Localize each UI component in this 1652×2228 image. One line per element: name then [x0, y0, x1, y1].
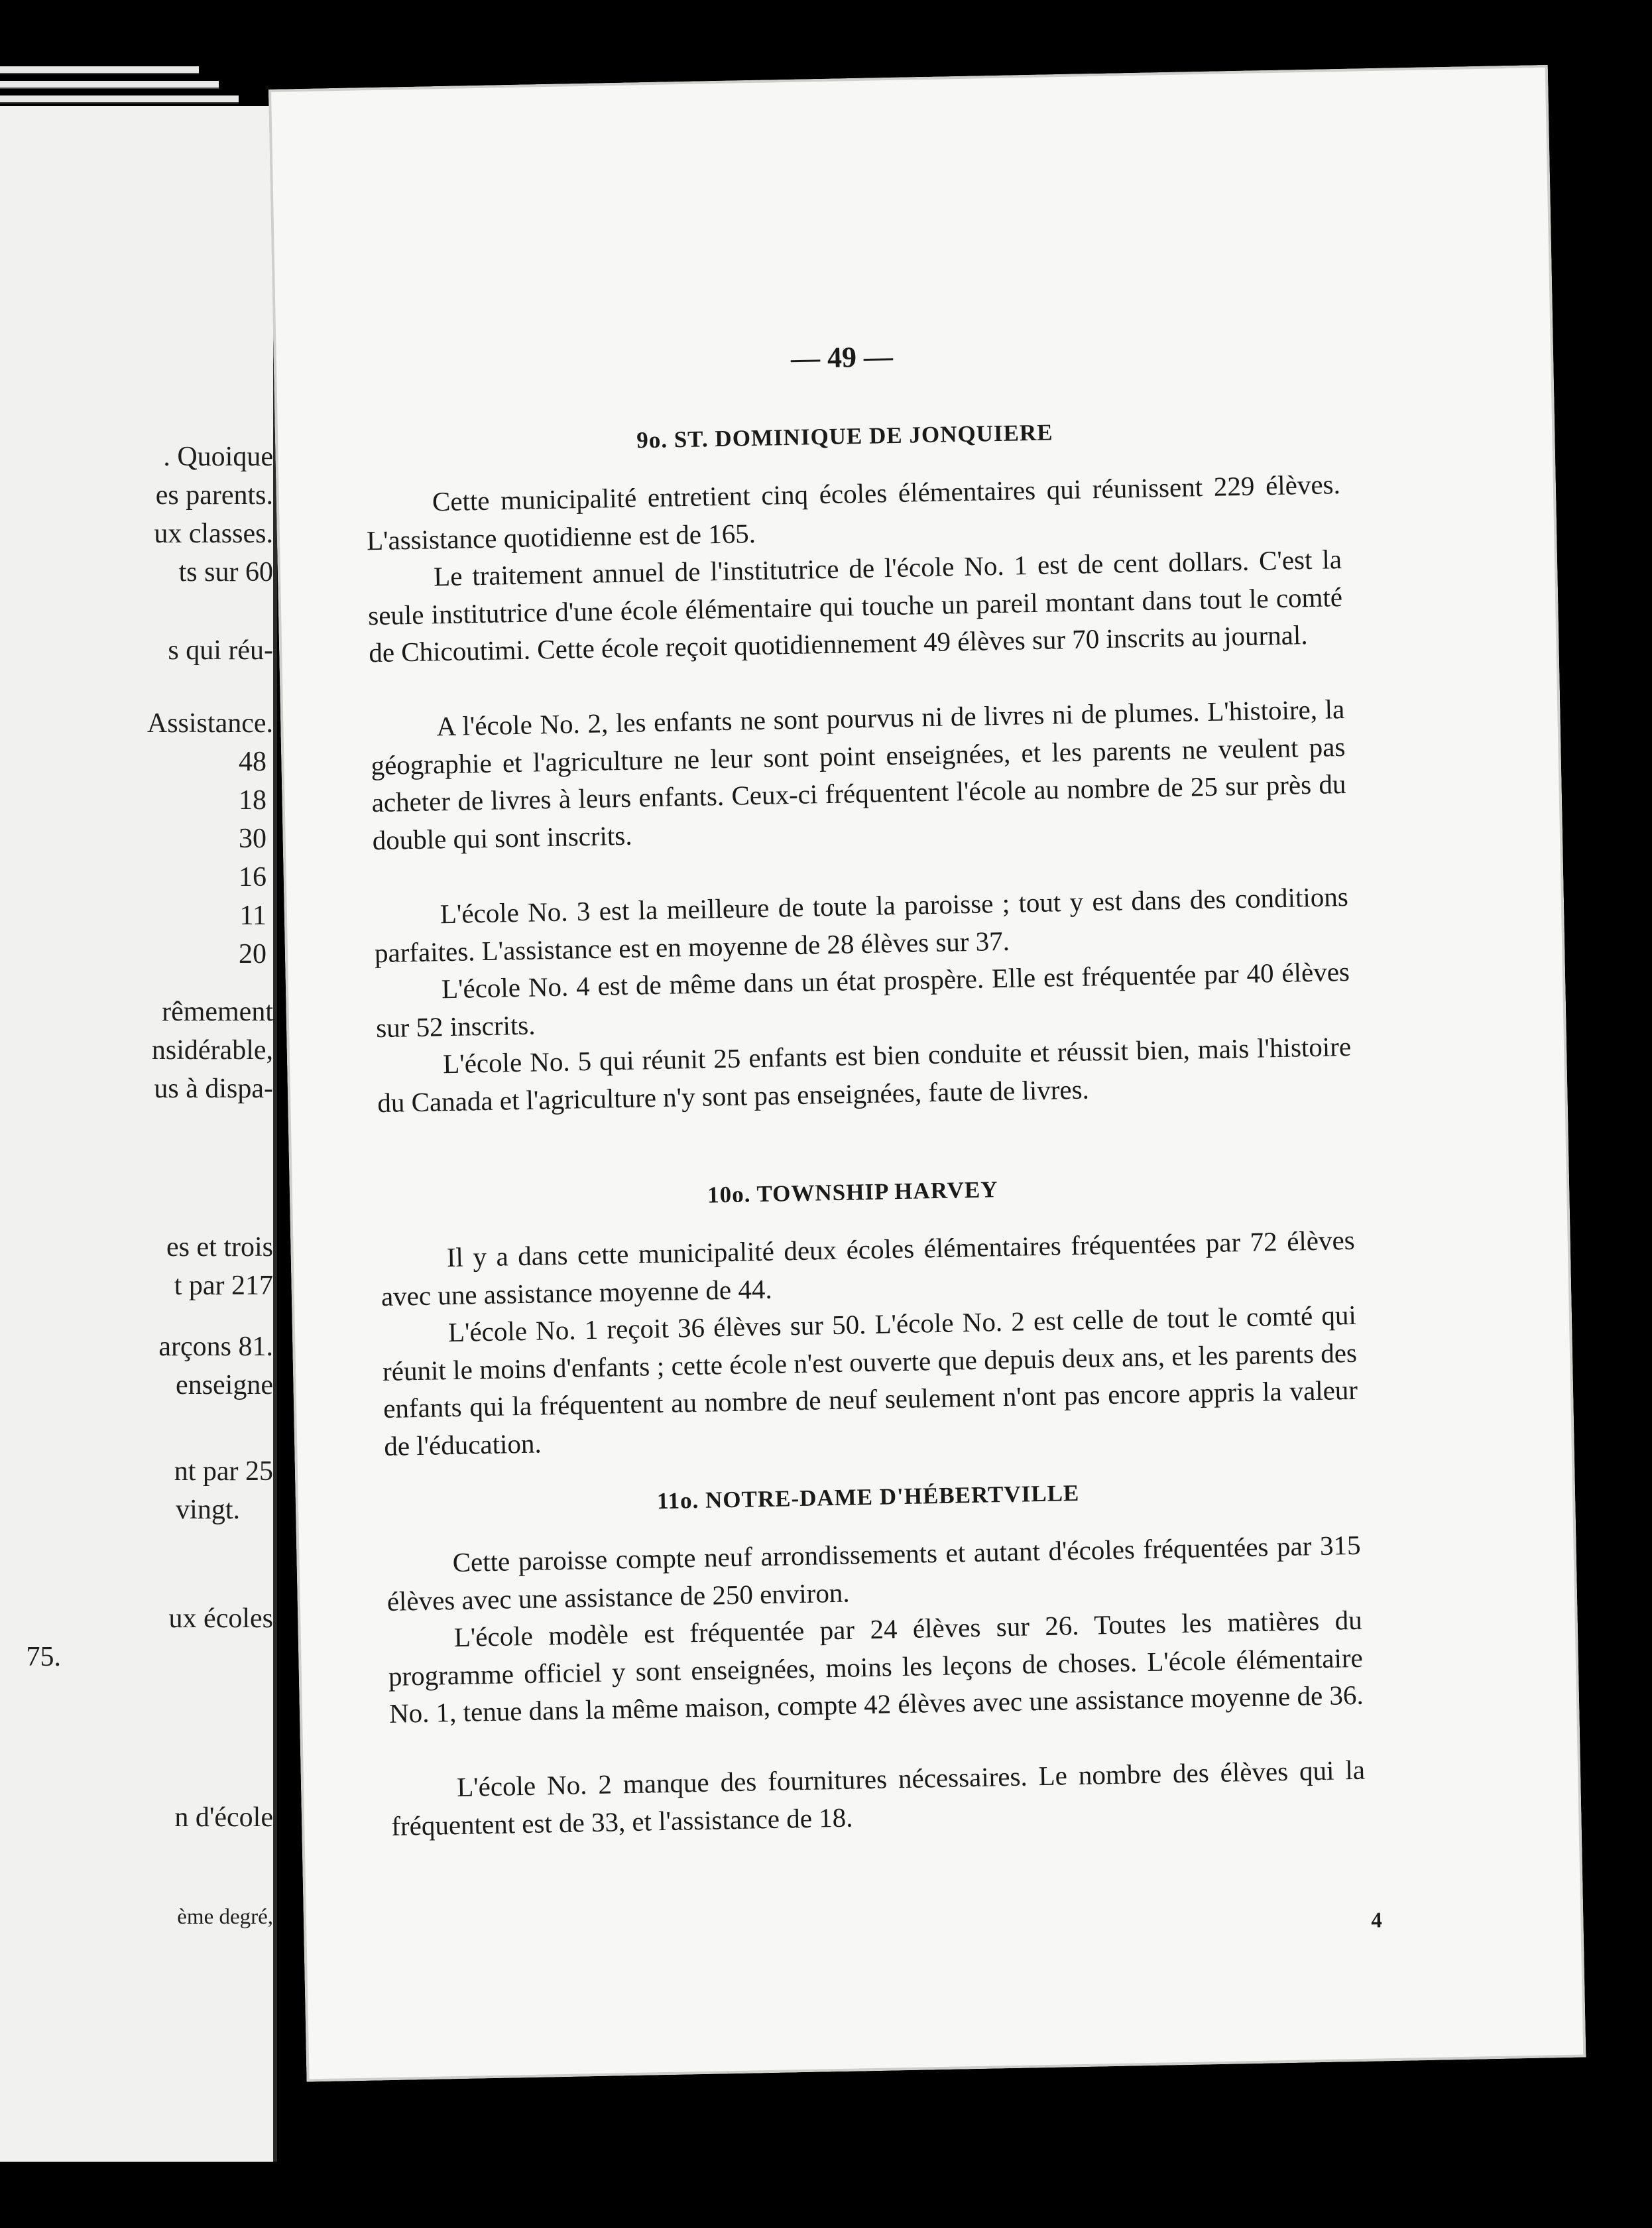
left-text-fragment: 30: [239, 824, 266, 854]
page-stack-edge: [0, 66, 199, 74]
paragraph: Cette municipalité entretient cinq écoles élémentaires qui réunissent 229 élèves. L'assistance quotidienne est de 165.: [366, 469, 1341, 556]
left-text-fragment: ux écoles: [168, 1603, 273, 1634]
left-text-fragment: t par 217: [174, 1270, 273, 1301]
left-text-fragment: Assistance.: [147, 708, 273, 739]
paragraph: A l'école No. 2, les enfants ne sont pourvus ni de livres ni de plumes. L'histoire, la géographie et l'agriculture ne leur sont point enseignées, et les parents ne veulent pas acheter de livres à leurs enfants. Ceux-ci fréquentent l'école au nombre de 25 sur près du double qui sont inscrits.: [371, 694, 1346, 855]
left-text-fragment: 18: [239, 785, 266, 816]
left-text-fragment: arçons 81.: [158, 1331, 273, 1362]
left-text-fragment: es et trois: [166, 1232, 273, 1263]
left-text-fragment: nt par 25: [174, 1456, 273, 1487]
paragraph: Le traitement annuel de l'institutrice de l'école No. 1 est de cent dollars. C'est la seule institutrice d'une école élémentaire qui touche un pareil montant dans tout le comté de Chicoutimi. Cette école reçoit quotidiennement 49 élèves sur 70 inscrits au journal.: [367, 544, 1343, 668]
left-text-fragment: nsidérable,: [151, 1035, 273, 1066]
section-heading: 11o. NOTRE-DAME D'HÉBERTVILLE: [656, 1479, 1080, 1515]
left-text-fragment: ème degré,: [177, 1905, 273, 1929]
left-text-fragment: n d'école: [174, 1802, 273, 1833]
left-text-fragment: 11: [239, 900, 266, 931]
paragraph: Cette paroisse compte neuf arrondissements et autant d'écoles fréquentées par 315 élèves avec une assistance de 250 environ.: [386, 1529, 1361, 1617]
left-text-fragment: . Quoique: [163, 442, 273, 472]
paragraph: L'école No. 3 est la meilleure de toute la paroisse ; tout y est dans des conditions parfaites. L'assistance est en moyenne de 28 élèves sur 37.: [374, 881, 1349, 968]
left-text-fragment: us à dispa-: [154, 1074, 273, 1104]
paragraph: Il y a dans cette municipalité deux écoles élémentaires fréquentées par 72 élèves avec une assistance moyenne de 44.: [381, 1224, 1356, 1312]
left-text-fragment: 75.: [26, 1642, 61, 1672]
left-text-fragment: ts sur 60: [178, 557, 273, 588]
section-heading: 9o. ST. DOMINIQUE DE JONQUIERE: [636, 419, 1053, 454]
paragraph: L'école No. 4 est de même dans un état prospère. Elle est fréquentée par 40 élèves sur 52 inscrits.: [375, 956, 1350, 1043]
left-text-fragment: vingt.: [176, 1495, 240, 1525]
left-text-fragment: 20: [239, 939, 266, 969]
page-number: — 49 —: [790, 340, 894, 375]
paragraph: L'école No. 1 reçoit 36 élèves sur 50. L'école No. 2 est celle de tout le comté qui réunit le moins d'enfants ; cette école n'est ouverte que depuis deux ans, et les parents des enfants qui la fréquentent au nombre de neuf seulement n'ont pas encore appris la valeur de l'éducation.: [382, 1299, 1358, 1461]
section-heading: 10o. TOWNSHIP HARVEY: [707, 1176, 998, 1208]
left-text-fragment: 48: [239, 747, 266, 777]
left-text-fragment: rêmement: [162, 997, 273, 1027]
main-page: [268, 65, 1586, 2081]
page-stack-edge: [0, 95, 239, 103]
left-text-fragment: s qui réu-: [168, 635, 273, 666]
signature-mark: 4: [1370, 1908, 1383, 1933]
paragraph: L'école No. 2 manque des fournitures nécessaires. Le nombre des élèves qui la fréquentent est de 33, et l'assistance de 18.: [390, 1754, 1366, 1841]
left-text-fragment: enseigne: [176, 1370, 273, 1400]
left-text-fragment: 16: [239, 862, 266, 893]
left-facing-page: [0, 106, 277, 2162]
left-text-fragment: es parents.: [155, 480, 273, 511]
paragraph: L'école modèle est fréquentée par 24 élèves sur 26. Toutes les matières du programme officiel y sont enseignées, moins les leçons de choses. L'école élémentaire No. 1, tenue dans la même maison, compte 42 élèves avec une assistance moyenne de 36.: [388, 1604, 1364, 1729]
paragraph: L'école No. 5 qui réunit 25 enfants est bien conduite et réussit bien, mais l'histoire du Canada et l'agriculture n'y sont pas enseignées, faute de livres.: [377, 1030, 1352, 1118]
left-text-fragment: ux classes.: [154, 519, 273, 549]
page-stack-edge: [0, 81, 219, 89]
